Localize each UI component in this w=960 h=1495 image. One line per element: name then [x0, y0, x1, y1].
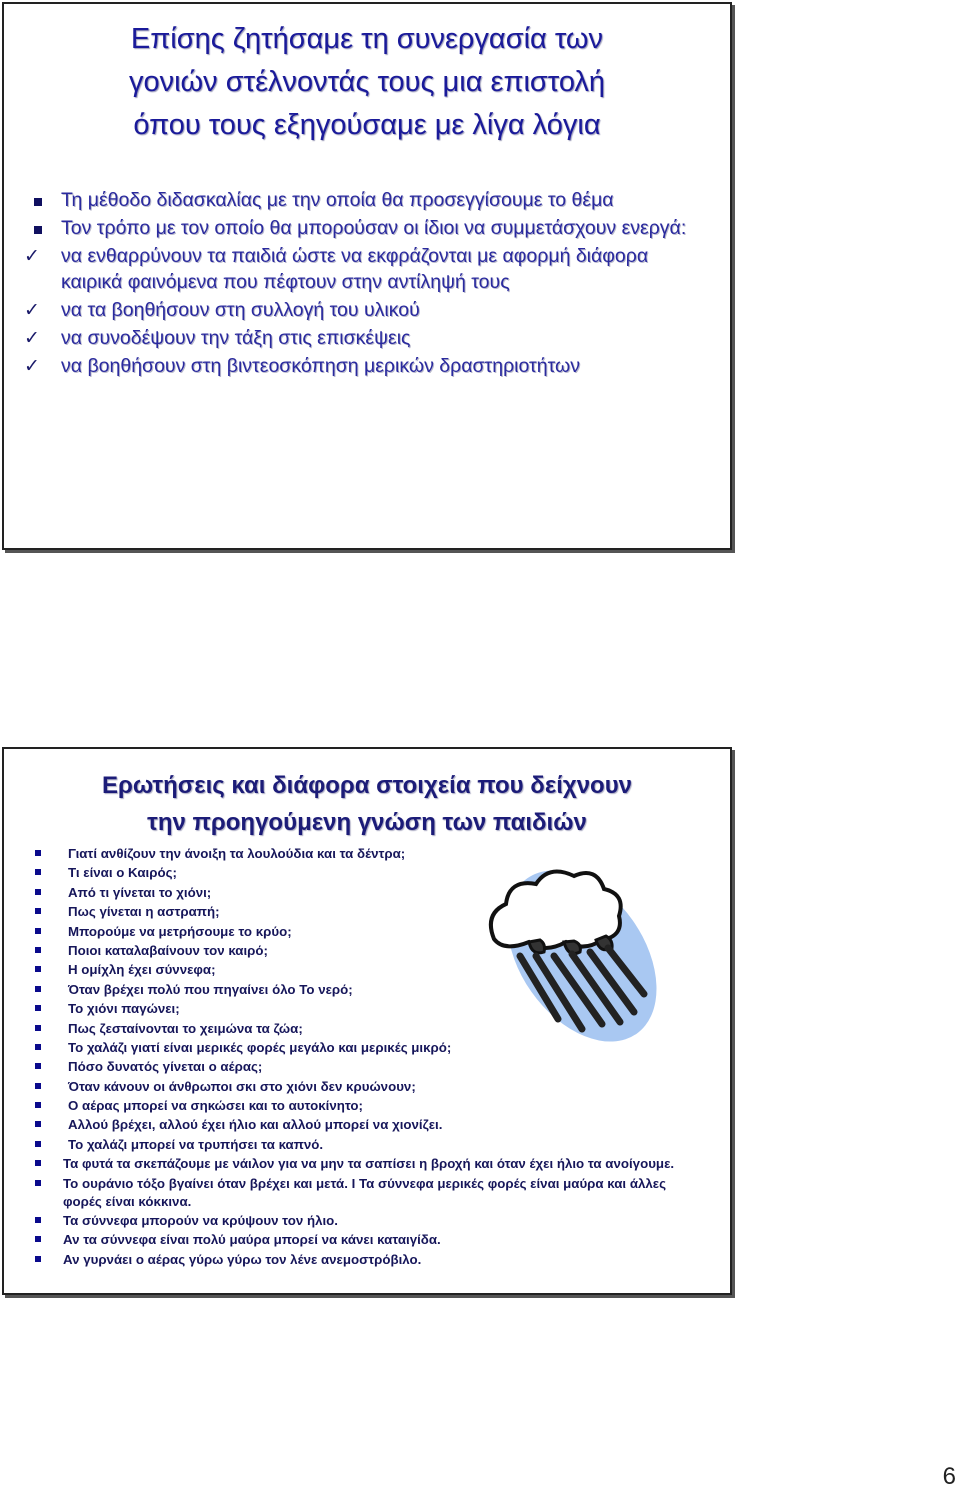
list-item-text: Όταν κάνουν οι άνθρωποι σκι στο χιόνι δεν κρυώνουν;	[68, 1078, 416, 1094]
list-item-text: Αλλού βρέχει, αλλού έχει ήλιο και αλλού μπορεί να χιονίζει.	[68, 1117, 443, 1133]
list-item	[30, 1058, 690, 1076]
list-item-text: Όταν βρέχει πολύ που πηγαίνει όλο Το νερό;	[68, 981, 353, 997]
square-bullet-icon	[35, 1121, 41, 1127]
list-item	[24, 243, 714, 295]
slide-2-list	[30, 845, 690, 1270]
list-item-text: Αν τα σύννεφα είναι πολύ μαύρα μπορεί να κάνει καταιγίδα.	[63, 1232, 441, 1248]
square-bullet-icon	[35, 869, 41, 875]
list-item	[30, 864, 690, 882]
slide-1	[2, 2, 732, 550]
list-item-text: να ενθαρρύνουν τα παιδιά ώστε να εκφράζονται με αφορμή διάφορα καιρικά φαινόμενα που πέφτουν στην αντίληψή τους	[61, 245, 649, 293]
list-item-text: Ποιοι καταλαβαίνουν τον καιρό;	[68, 942, 268, 958]
list-item	[30, 942, 690, 960]
checkmark-icon: ✓	[24, 299, 40, 321]
list-item-text: Πόσο δυνατός γίνεται ο αέρας;	[68, 1059, 263, 1075]
list-item	[30, 1097, 690, 1115]
list-item-text: Πως ζεσταίνονται το χειμώνα τα ζώα;	[68, 1020, 303, 1036]
square-bullet-icon	[24, 215, 54, 241]
list-item-text: Από τι γίνεται το χιόνι;	[68, 884, 212, 900]
list-item-text: Τα φυτά τα σκεπάζουμε με νάιλον για να μην τα σαπίσει η βροχή και όταν έχει ήλιο τα ανοίγουμε.	[63, 1156, 675, 1172]
list-item-text: Το χαλάζι μπορεί να τρυπήσει τα καπνό.	[68, 1136, 324, 1152]
checkmark-icon: ✓	[24, 327, 40, 349]
list-item-text: να τα βοηθήσουν στη συλλογή του υλικού	[61, 299, 420, 321]
list-item	[30, 1136, 690, 1154]
list-item-text: Τα σύννεφα μπορούν να κρύψουν τον ήλιο.	[63, 1213, 338, 1229]
title-line: όπου τους εξηγούσαμε με λίγα λόγια	[133, 109, 601, 141]
list-item	[30, 1078, 690, 1096]
page-number: 6	[942, 1463, 956, 1490]
list-item-text: Ο αέρας μπορεί να σηκώσει και το αυτοκίνητο;	[68, 1098, 363, 1114]
square-bullet-icon	[35, 1083, 41, 1089]
list-item	[30, 981, 690, 999]
list-item-text: Τι είναι ο Καιρός;	[68, 865, 177, 881]
list-item-text: Γιατί ανθίζουν την άνοιξη τα λουλούδια και τα δέντρα;	[68, 846, 406, 861]
square-bullet-icon	[35, 1102, 41, 1108]
list-item	[30, 845, 690, 863]
list-item	[30, 884, 690, 902]
list-item	[24, 187, 714, 213]
list-item-text: Τον τρόπο με τον οποίο θα μπορούσαν οι ίδιοι να συμμετάσχουν ενεργά:	[61, 217, 687, 239]
square-bullet-icon	[35, 1160, 41, 1166]
title-line: Επίσης ζητήσαμε τη συνεργασία των	[130, 23, 604, 55]
square-bullet-icon	[35, 1141, 41, 1147]
list-item-text: Τη μέθοδο διδασκαλίας με την οποία θα προσεγγίσουμε το θέμα	[61, 189, 614, 211]
slide-1-list	[24, 187, 714, 381]
square-bullet-icon	[35, 1217, 41, 1223]
slide-2-title	[4, 767, 730, 841]
square-bullet-icon	[35, 1180, 41, 1186]
list-item	[30, 1231, 690, 1249]
list-item	[30, 961, 690, 979]
list-item	[30, 1116, 690, 1134]
square-bullet-icon	[35, 1063, 41, 1069]
list-item	[30, 1039, 690, 1057]
list-item-text: Το χιόνι παγώνει;	[68, 1001, 180, 1017]
square-bullet-icon	[35, 908, 41, 914]
square-bullet-icon	[35, 1044, 41, 1050]
square-bullet-icon	[35, 966, 41, 972]
square-bullet-icon	[35, 928, 41, 934]
square-bullet-icon	[35, 850, 41, 856]
square-bullet-icon	[35, 986, 41, 992]
list-item	[30, 1155, 690, 1173]
title-line: την προηγούμενη γνώση των παιδιών	[147, 809, 587, 836]
slide-2	[2, 747, 732, 1295]
square-bullet-icon	[35, 947, 41, 953]
list-item-text: Πως γίνεται η αστραπή;	[68, 904, 220, 920]
checkmark-icon: ✓	[24, 355, 40, 377]
slide-1-title	[4, 18, 730, 147]
square-bullet-icon	[35, 1236, 41, 1242]
list-item	[30, 1020, 690, 1038]
list-item	[30, 1175, 690, 1211]
square-bullet-icon	[35, 1005, 41, 1011]
square-bullet-icon	[35, 889, 41, 895]
list-item-text: Η ομίχλη έχει σύννεφα;	[68, 962, 216, 978]
checkmark-icon: ✓	[24, 245, 40, 267]
list-item-text: Μπορούμε να μετρήσουμε το κρύο;	[68, 923, 292, 939]
list-item-text: Το ουράνιο τόξο βγαίνει όταν βρέχει και μετά. Ι Τα σύννεφα μερικές φορές είναι μαύρα και άλλες φορές είναι κόκκινα.	[63, 1175, 667, 1209]
list-item-text: να συνοδέψουν την τάξη στις επισκέψεις	[61, 327, 411, 349]
title-line: γονιών στέλνοντάς τους μια επιστολή	[128, 66, 606, 98]
list-item-text: να βοηθήσουν στη βιντεοσκόπηση μερικών δραστηριοτήτων	[61, 355, 581, 377]
title-line: Ερωτήσεις και διάφορα στοιχεία που δείχνουν	[101, 772, 633, 799]
list-item	[24, 353, 714, 379]
list-item	[24, 297, 714, 323]
square-bullet-icon	[35, 1256, 41, 1262]
list-item	[30, 1000, 690, 1018]
list-item-text: Το χαλάζι γιατί είναι μερικές φορές μεγάλο και μερικές μικρό;	[68, 1039, 452, 1055]
list-item	[24, 215, 714, 241]
square-bullet-icon	[24, 187, 54, 213]
list-item	[30, 903, 690, 921]
list-item	[30, 1251, 690, 1269]
list-item	[30, 1212, 690, 1230]
list-item	[24, 325, 714, 351]
square-bullet-icon	[35, 1025, 41, 1031]
list-item-text: Αν γυρνάει ο αέρας γύρω γύρω τον λένε ανεμοστρόβιλο.	[63, 1251, 422, 1267]
list-item	[30, 923, 690, 941]
